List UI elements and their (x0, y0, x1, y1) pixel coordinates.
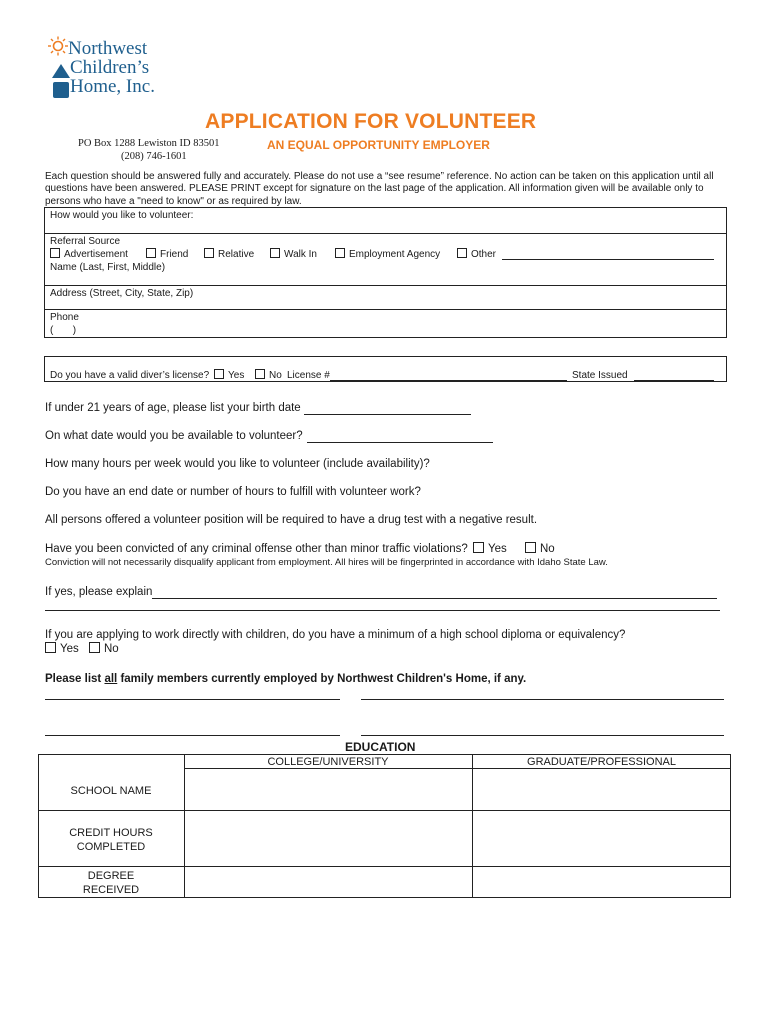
row-school-name: SCHOOL NAME (70, 785, 152, 797)
family-line-1a[interactable] (45, 699, 340, 700)
degree-college-field[interactable] (185, 867, 471, 897)
intro-line2: questions have been answered. PLEASE PRINT except for signature on the last page of the application. All information given will be available only to (45, 183, 704, 194)
page-title: APPLICATION FOR VOLUNTEER (205, 110, 537, 133)
po-box: PO Box 1288 Lewiston ID 83501 (78, 138, 220, 149)
school-graduate-field[interactable] (473, 769, 730, 809)
checkbox-icon[interactable] (146, 248, 156, 258)
checkbox-icon[interactable] (45, 642, 56, 653)
if-yes-line2[interactable] (45, 600, 720, 611)
hours-question: How many hours per week would you like to volunteer (include availability)? (45, 458, 430, 470)
checkbox-icon[interactable] (214, 369, 224, 379)
logo-line3: Home, Inc. (70, 76, 155, 97)
checkbox-icon[interactable] (335, 248, 345, 258)
available-date-line[interactable] (307, 430, 493, 443)
conviction-yes[interactable]: Yes (473, 542, 507, 555)
referral-relative[interactable]: Relative (204, 248, 254, 260)
logo-line1: Northwest (68, 38, 148, 59)
diploma-question: If you are applying to work directly with children, do you have a minimum of a high school diploma or equivalency? (45, 629, 626, 641)
end-date-question: Do you have an end date or number of hours to fulfill with volunteer work? (45, 486, 421, 498)
conviction-question: Have you been convicted of any criminal offense other than minor traffic violations? (45, 543, 468, 555)
column-college: COLLEGE/UNIVERSITY (267, 756, 389, 768)
row-credit-hours: CREDIT HOURS COMPLETED (69, 827, 153, 853)
referral-advertisement[interactable]: Advertisement (50, 248, 128, 260)
checkbox-icon[interactable] (50, 248, 60, 258)
phone-label: Phone (50, 312, 79, 323)
figure-icon (52, 64, 70, 100)
column-graduate: GRADUATE/PROFESSIONAL (527, 756, 676, 768)
available-date-question: On what date would you be available to volunteer? (45, 430, 303, 442)
birth-date-line[interactable] (304, 402, 471, 415)
degree-graduate-field[interactable] (473, 867, 730, 897)
logo-line2: Children’s (70, 57, 150, 78)
checkbox-icon[interactable] (255, 369, 265, 379)
name-label: Name (Last, First, Middle) (50, 262, 166, 273)
checkbox-icon[interactable] (473, 542, 484, 553)
family-line-2b[interactable] (361, 735, 724, 736)
other-input-line[interactable] (502, 249, 714, 260)
education-heading: EDUCATION (345, 740, 416, 754)
referral-walk-in[interactable]: Walk In (270, 248, 317, 260)
if-yes-line1[interactable] (152, 586, 717, 599)
checkbox-icon[interactable] (89, 642, 100, 653)
if-yes-label: If yes, please explain (45, 586, 153, 598)
checkbox-icon[interactable] (457, 248, 467, 258)
school-college-field[interactable] (185, 769, 471, 809)
license-number-line[interactable] (330, 370, 567, 381)
license-yes[interactable]: Yes (214, 369, 244, 381)
checkbox-icon[interactable] (525, 542, 536, 553)
credit-graduate-field[interactable] (473, 811, 730, 865)
row-degree: DEGREE RECEIVED (82, 870, 140, 896)
family-line-2a[interactable] (45, 735, 340, 736)
phone-area-code: ( ) (50, 325, 77, 336)
referral-other[interactable]: Other (457, 248, 496, 260)
address-label: Address (Street, City, State, Zip) (50, 288, 194, 299)
diploma-yes[interactable]: Yes (45, 642, 79, 655)
birth-date-question: If under 21 years of age, please list your birth date (45, 402, 301, 414)
subtitle: AN EQUAL OPPORTUNITY EMPLOYER (267, 138, 490, 152)
drug-test-notice: All persons offered a volunteer position will be required to have a drug test with a negative result. (45, 514, 538, 526)
license-question: Do you have a valid diver’s license? (50, 370, 210, 381)
intro-line3: persons who have a "need to know" or as required by law. (45, 196, 302, 207)
phone-number: (208) 746-1601 (121, 151, 187, 162)
logo (44, 36, 184, 102)
credit-college-field[interactable] (185, 811, 471, 865)
family-members-prompt: Please list all family members currently employed by Northwest Children's Home, if any. (45, 673, 527, 685)
referral-source-label: Referral Source (50, 236, 121, 247)
state-issued-line[interactable] (634, 370, 714, 381)
referral-employment-agency[interactable]: Employment Agency (335, 248, 440, 260)
checkbox-icon[interactable] (204, 248, 214, 258)
family-line-1b[interactable] (361, 699, 724, 700)
conviction-no[interactable]: No (525, 542, 555, 555)
license-no[interactable]: No (255, 369, 282, 381)
intro-line1: Each question should be answered fully and accurately. Please do not use a “see resume” reference. No action can be taken on this application until all (45, 171, 714, 182)
checkbox-icon[interactable] (270, 248, 280, 258)
license-number-label: License # (287, 370, 330, 381)
referral-friend[interactable]: Friend (146, 248, 188, 260)
conviction-note: Conviction will not necessarily disqualify applicant from employment. All hires will be fingerprinted in accordance with Idaho State Law. (45, 557, 608, 568)
diploma-no[interactable]: No (89, 642, 119, 655)
state-issued-label: State Issued (572, 370, 628, 381)
how-volunteer-label: How would you like to volunteer: (50, 210, 194, 221)
